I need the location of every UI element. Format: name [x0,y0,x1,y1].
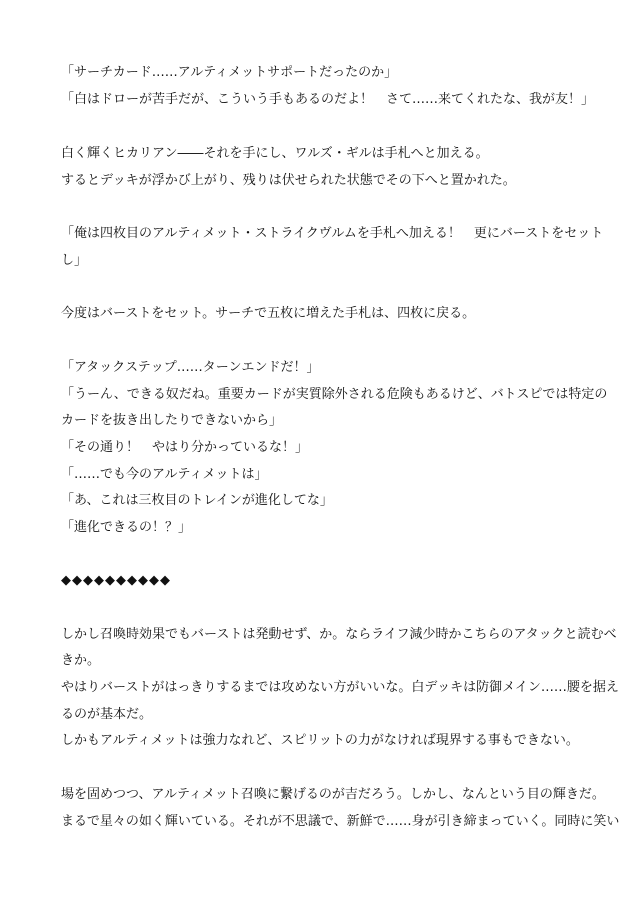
text-line: 「うーん、できる奴だね。重要カードが実質除外される危険もあるけど、バトスピでは特定の [61,387,608,402]
text-line: 今度はバーストをセット。サーチで五枚に増えた手札は、四枚に戻る。 [61,306,476,321]
text-line: しかし召喚時効果でもバーストは発動せず、か。ならライフ減少時かこちらのアタックと読むべ [61,627,617,642]
text-line: カードを抜き出したりできないから」 [61,413,283,428]
section-divider: ◆◆◆◆◆◆◆◆◆◆ [61,573,171,588]
text-line: し」 [61,253,88,268]
text-line: 「……でも今のアルティメットは」 [61,467,268,482]
text-line: 「サーチカード……アルティメットサポートだったのか」 [61,65,398,80]
text-line: 「白はドローが苦手だが、こういう手もあるのだよ！ さて……来てくれたな、我が友！」 [61,92,595,107]
text-line: 「アタックステップ……ターンエンドだ！」 [61,360,320,375]
text-line: やはりバーストがはっきりするまでは攻めない方がいいな。白デッキは防御メイン……腰を据え [61,680,619,695]
text-line: 「あ、これは三枚目のトレインが進化してな」 [61,493,333,508]
text-line: 「俺は四枚目のアルティメット・ストライクヴルムを手札へ加える！ 更にバーストをセット [61,226,604,241]
text-line: するとデッキが浮かび上がり、残りは伏せられた状態でその下へと置かれた。 [61,173,516,188]
text-line: しかもアルティメットは強力なれど、スピリットの力がなければ現界する事もできない。 [61,733,579,748]
text-line: まるで星々の如く輝いている。それが不思議で、新鮮で……身が引き締まっていく。同時に笑い [61,814,620,829]
text-line: るのが基本だ。 [61,707,153,722]
text-line: きか。 [61,653,101,668]
text-line: 白く輝くヒカリアン――それを手にし、ワルズ・ギルは手札へと加える。 [61,146,489,161]
text-line: 場を固めつつ、アルティメット召喚に繋げるのが吉だろう。しかし、なんという目の輝きだ。 [61,787,605,802]
text-line: 「その通り！ やはり分かっているな！」 [61,440,309,455]
text-line: 「進化できるの！？」 [61,520,192,535]
